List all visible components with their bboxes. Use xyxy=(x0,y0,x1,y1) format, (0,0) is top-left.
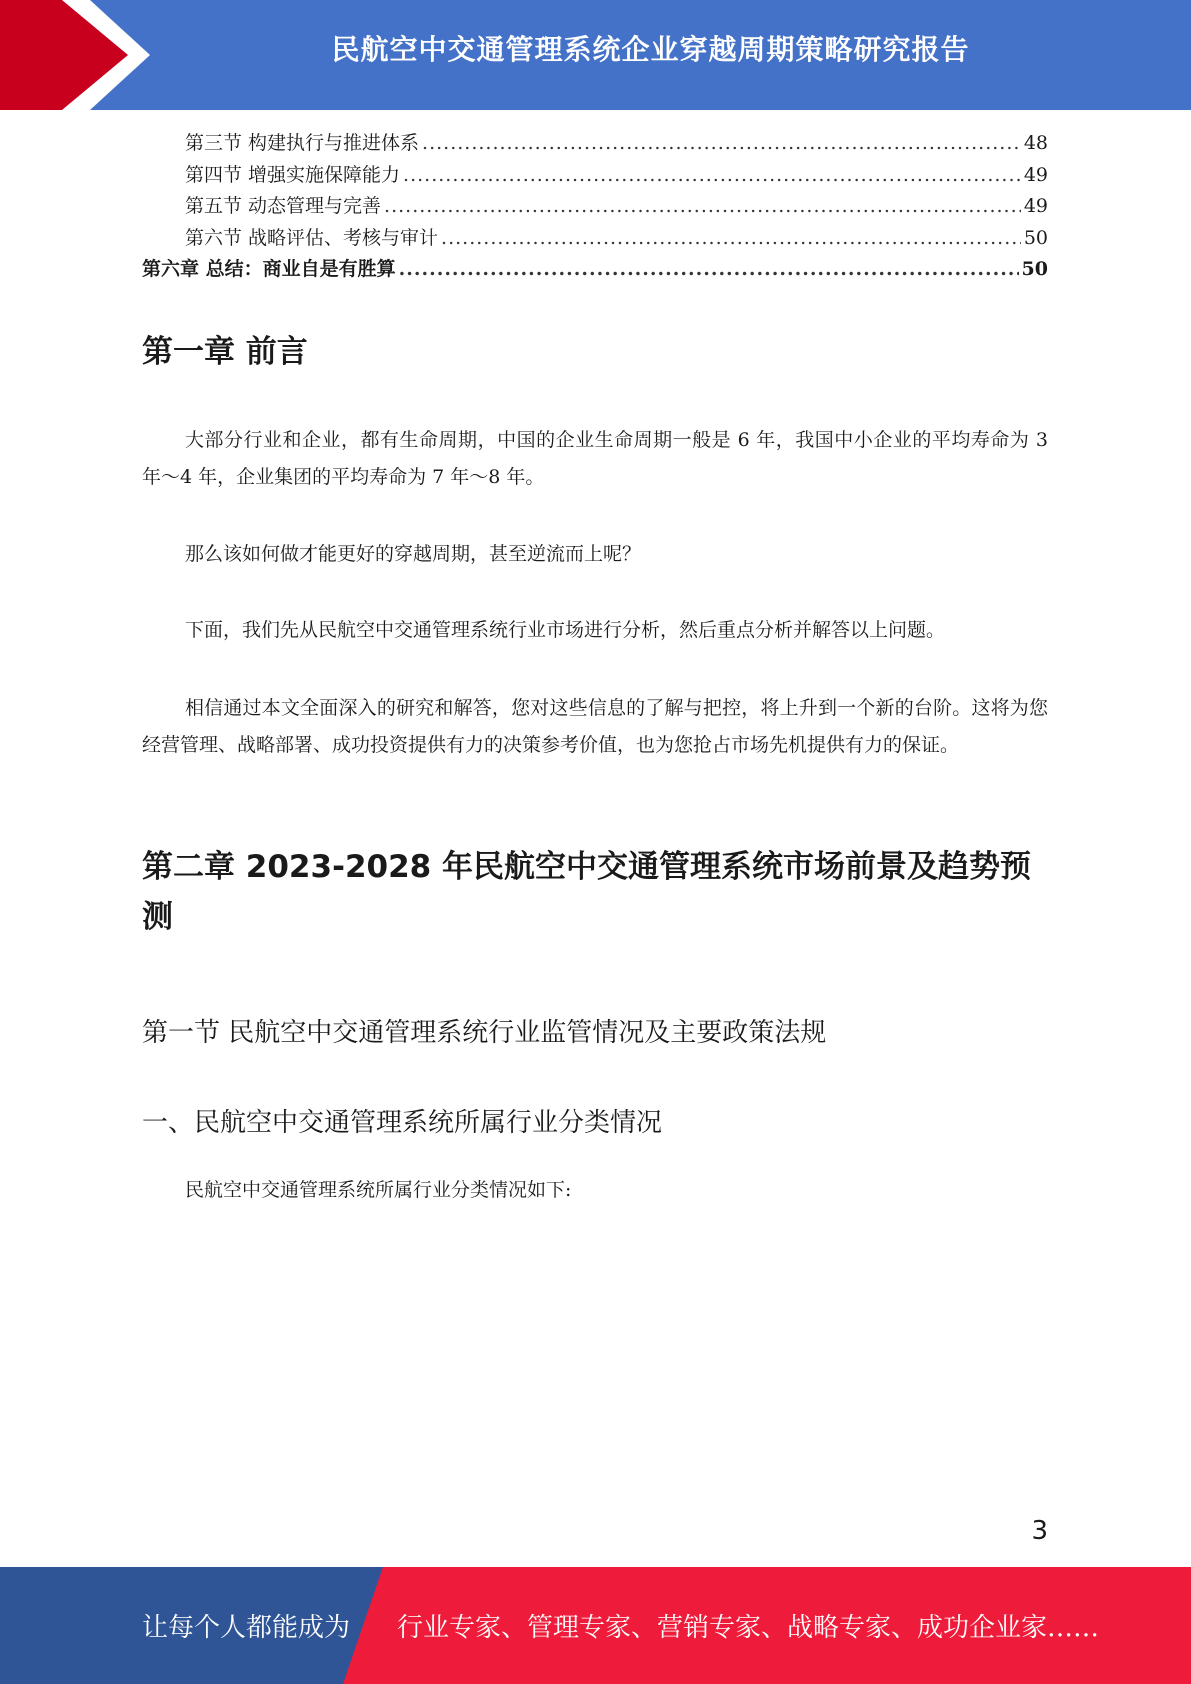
toc-entry-label: 第四节 增强实施保障能力 xyxy=(185,163,401,186)
chapter-1-heading: 第一章 前言 xyxy=(142,334,308,370)
toc-entry-page: 48 xyxy=(1023,132,1048,154)
toc-entry-label: 第三节 构建执行与推进体系 xyxy=(185,132,420,154)
toc-entry-page: 49 xyxy=(1023,163,1048,186)
toc-entry[interactable] xyxy=(142,191,1048,223)
subsection-heading: 一、民航空中交通管理系统所属行业分类情况 xyxy=(142,1108,663,1138)
toc-entry[interactable] xyxy=(142,160,1048,192)
page-header xyxy=(0,0,1191,110)
toc-entry-page: 50 xyxy=(1021,258,1048,280)
toc-leader-dots xyxy=(399,258,1019,280)
body-paragraph: 那么该如何做才能更好的穿越周期，甚至逆流而上呢？ xyxy=(185,543,642,565)
body-paragraph: 民航空中交通管理系统所属行业分类情况如下: xyxy=(185,1179,572,1201)
toc-leader-dots xyxy=(422,132,1021,154)
toc-entry[interactable] xyxy=(142,223,1048,255)
toc-entry-label: 第六章 总结：商业自是有胜算 xyxy=(142,258,396,280)
toc-entry-page: 49 xyxy=(1023,195,1048,217)
report-title: 民航空中交通管理系统企业穿越周期策略研究报告 xyxy=(331,33,970,66)
toc-entry-label: 第五节 动态管理与完善 xyxy=(185,195,382,217)
body-paragraph: 相信通过本文全面深入的研究和解答，您对这些信息的了解与把控，将上升到一个新的台阶。这将为您经营管理、战略部署、成功投资提供有力的决策参考价值，也为您抢占市场先机提供有力的保证。 xyxy=(142,697,1048,756)
section-heading: 第一节 民航空中交通管理系统行业监管情况及主要政策法规 xyxy=(142,1018,827,1048)
page-footer xyxy=(0,1567,1191,1684)
body-paragraph: 下面，我们先从民航空中交通管理系统行业市场进行分析，然后重点分析并解答以上问题。 xyxy=(185,619,946,641)
page-number: 3 xyxy=(1031,1516,1048,1546)
footer-slogan-left: 让每个人都能成为 xyxy=(142,1613,351,1643)
chapter-2-heading: 第二章 2023-2028 年民航空中交通管理系统市场前景及趋势预测 xyxy=(142,849,1032,935)
toc-entry-page: 50 xyxy=(1023,226,1048,249)
toc-leader-dots xyxy=(384,195,1021,217)
toc-entry[interactable] xyxy=(142,128,1048,160)
footer-slogan-right: 行业专家、管理专家、营销专家、战略专家、成功企业家…… xyxy=(397,1613,1100,1643)
toc-entry-chapter[interactable] xyxy=(142,254,1048,286)
toc-leader-dots xyxy=(403,164,1021,186)
toc-leader-dots xyxy=(441,227,1021,249)
body-paragraph: 大部分行业和企业，都有生命周期，中国的企业生命周期一般是 6 年，我国中小企业的平均寿命为 3 年～4 年，企业集团的平均寿命为 7 年～8 年。 xyxy=(142,429,1048,488)
table-of-contents xyxy=(142,128,1048,286)
toc-entry-label: 第六节 战略评估、考核与审计 xyxy=(185,226,439,249)
